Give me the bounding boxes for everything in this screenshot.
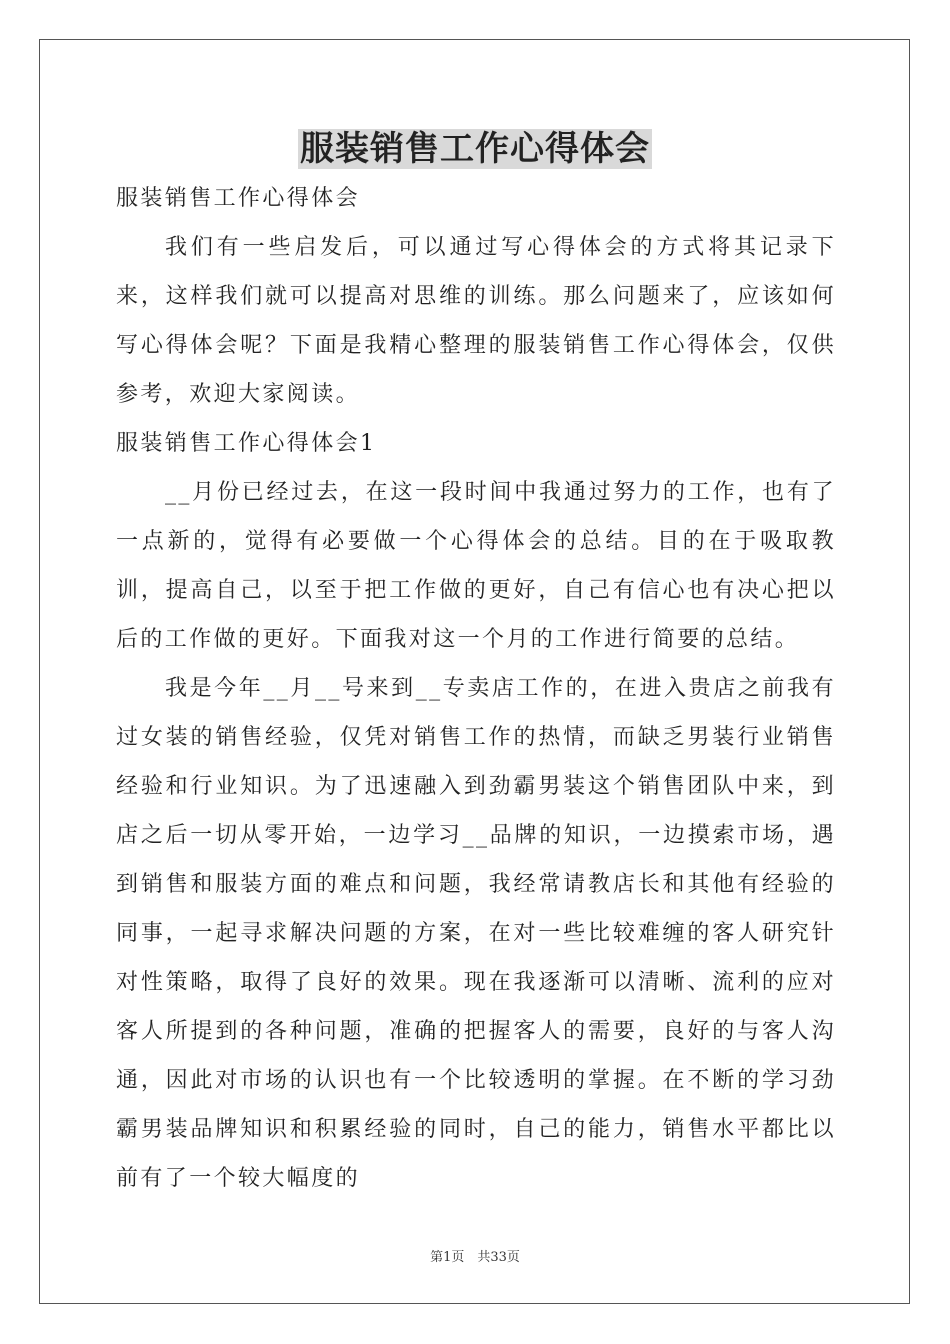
page-number-footer: 第1页 共33页 <box>430 1250 520 1265</box>
body-paragraph-1: __月份已经过去，在这一段时间中我通过努力的工作，也有了一点新的，觉得有必要做一个心得体会的总结。目的在于吸取教训，提高自己，以至于把工作做的更好，自己有信心也有决心把以后的工作做的更好。下面我对这一个月的工作进行简要的总结。 <box>116 480 836 652</box>
document-body <box>116 174 836 1203</box>
section-heading: 服装销售工作心得体会1 <box>116 431 377 456</box>
body-paragraph-2: 我是今年__月__号来到__专卖店工作的，在进入贵店之前我有过女装的销售经验，仅凭对销售工作的热情，而缺乏男装行业销售经验和行业知识。为了迅速融入到劲霸男装这个销售团队中来，到店之后一切从零开始，一边学习__品牌的知识，一边摸索市场，遇到销售和服装方面的难点和问题，我经常请教店长和其他有经验的同事，一起寻求解决问题的方案，在对一些比较难缠的客人研究针对性策略，取得了良好的效果。现在我逐渐可以清晰、流利的应对客人所提到的各种问题，准确的把握客人的需要，良好的与客人沟通，因此对市场的认识也有一个比较透明的掌握。在不断的学习劲霸男装品牌知识和积累经验的同时，自己的能力，销售水平都比以前有了一个较大幅度的 <box>116 676 836 1191</box>
document-title-text: 服装销售工作心得体会 <box>300 129 650 169</box>
document-title <box>0 124 950 174</box>
intro-paragraph: 我们有一些启发后，可以通过写心得体会的方式将其记录下来，这样我们就可以提高对思维的训练。那么问题来了，应该如何写心得体会呢？下面是我精心整理的服装销售工作心得体会，仅供参考，欢迎大家阅读。 <box>116 235 836 407</box>
subtitle-paragraph: 服装销售工作心得体会 <box>116 186 361 211</box>
